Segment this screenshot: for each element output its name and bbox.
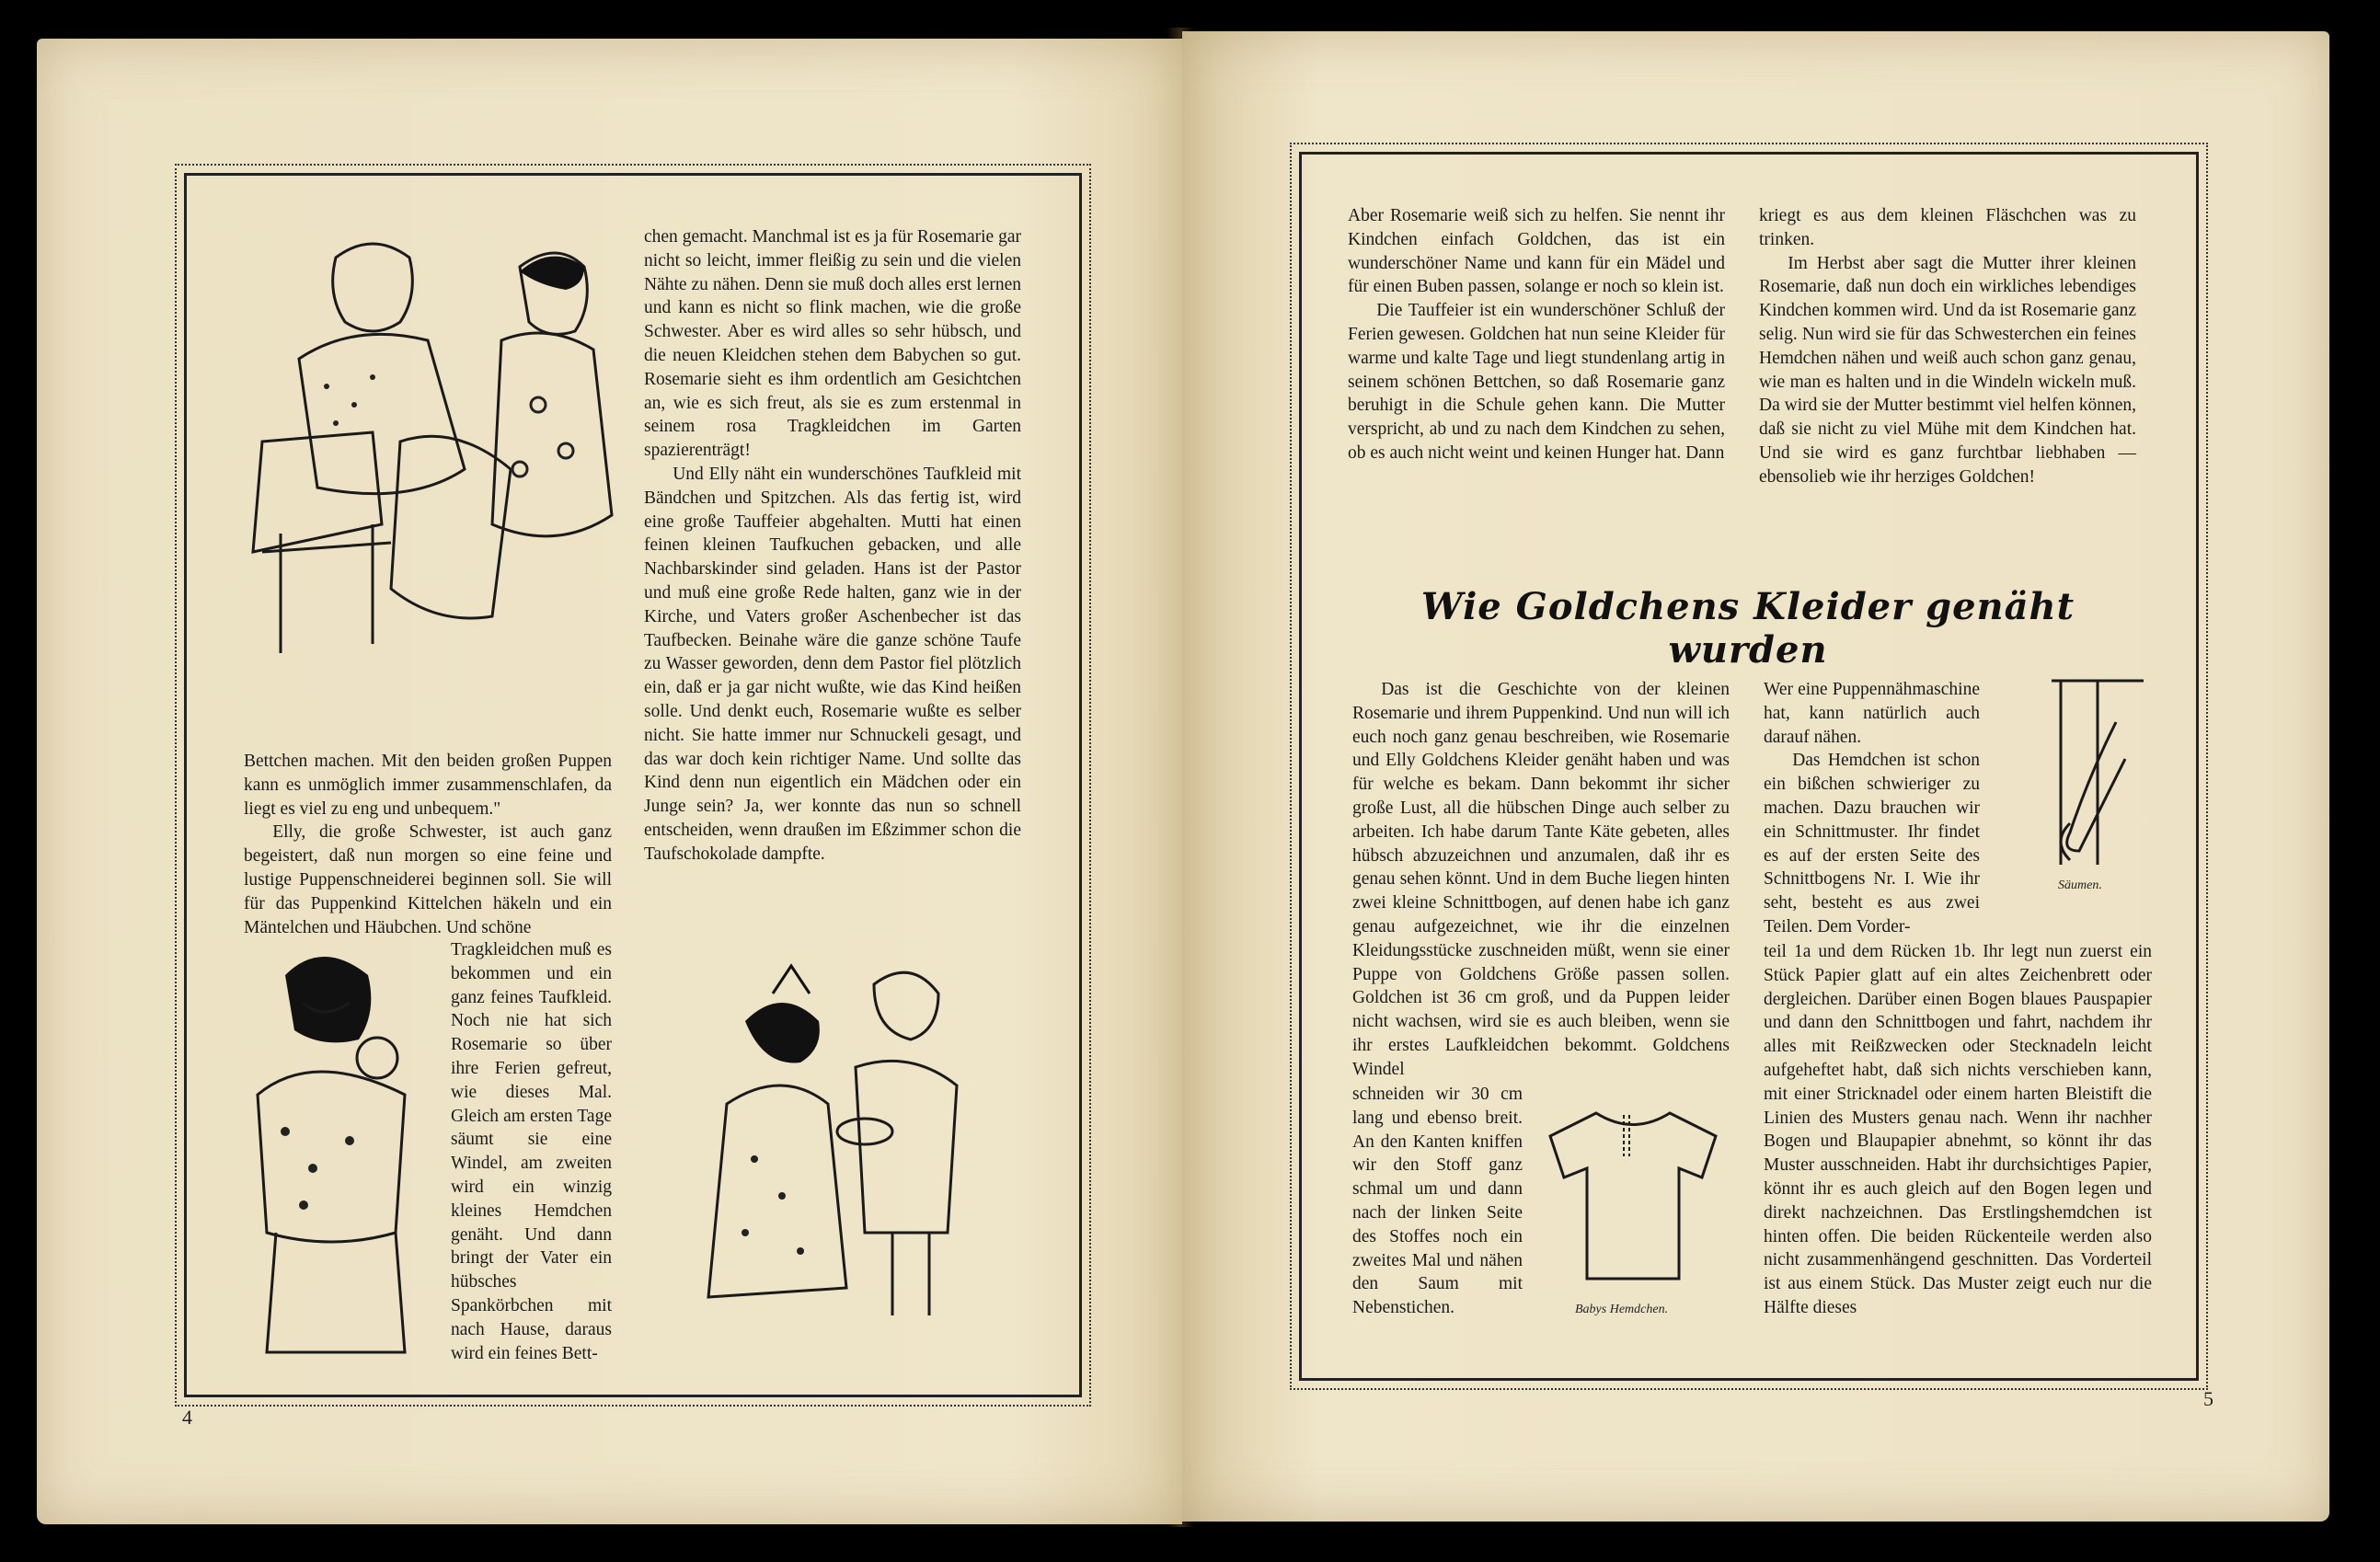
right-top-column-1	[1348, 204, 1725, 465]
left-column-right	[644, 225, 1021, 867]
paragraph: Tragkleidchen muß es bekommen und ein ganz feines Taufkleid. Noch nie hat sich Rosemarie so über ihre Ferien gefreut, wie dieses Mal. Gleich am ersten Tage säumt sie eine Windel, am zweiten wird ein winzig kleines Hemdchen genäht. Und dann bringt der Vater ein hübsches Spankörbchen mit nach Hause, daraus wird ein feines Bett-	[451, 940, 612, 1363]
right-bottom-column-1-narrow	[1352, 1083, 1523, 1320]
paragraph: Aber Rosemarie weiß sich zu helfen. Sie nennt ihr Kindchen einfach Goldchen, das ist ein wunderschöner Name und kann für ein Mädel und für einen Buben passen, solange er noch so klein ist.	[1348, 206, 1725, 297]
paragraph: chen gemacht. Manchmal ist es ja für Rosemarie gar nicht so leicht, immer fleißig zu sein und die vielen Nähte zu nähen. Denn sie muß doch alles erst lernen und kann es nicht so flink machen, wie die große Schwester. Aber es wird alles so sehr hübsch, und die neuen Kleidchen stehen dem Babychen so gut. Rosemarie sieht es ihm ordentlich am Gesichtchen an, wie es sich freut, als sie es zum erstenmal in seinem rosa Tragkleidchen im Garten spazierenträgt!	[644, 227, 1021, 461]
section-heading: Wie Goldchens Kleider genäht wurden	[1420, 585, 2075, 672]
right-bottom-column-1	[1352, 678, 1730, 1082]
paragraph: Wer eine Puppennähmaschine hat, kann natürlich auch darauf nähen.	[1764, 680, 1980, 747]
paragraph: Elly, die große Schwester, ist auch ganz begeistert, daß nun morgen so eine feine und lustige Puppenschneiderei beginnen soll. Sie will für das Puppenkind Kittelchen häkeln und ein Mäntelchen und Häubchen. Und schöne	[244, 822, 612, 937]
right-bottom-column-2-narrow	[1764, 678, 1980, 939]
paragraph: Und Elly näht ein wunderschönes Taufkleid mit Bändchen und Spitzchen. Als das fertig ist, wird eine große Tauffeier abgehalten. Mutti hat einen feinen kleinen Taufkuchen gebacken, und alle Nachbarskinder sind geladen. Hans ist der Pastor und muß eine große Rede halten, ganz wie in der Kirche, und Vaters großer Aschenbecher ist das Taufbecken. Beinahe wäre die ganze schöne Taufe zu Wasser geworden, denn dem Pastor fiel plötzlich ein, daß er ja gar nicht wußte, wie das Kind heißen solle. Und denkt euch, Rosemarie wußte es selber nicht. Sie hatte immer nur Schnuckeli gesagt, und das war doch kein richtiger Name. Und sollte das Kind denn nun eigentlich ein Mädchen oder ein Junge sein? Ja, wer konnte das nun so schnell entscheiden, wenn draußen im Eßzimmer schon die Taufschokolade dampfte.	[644, 464, 1021, 864]
paragraph: Das Hemdchen ist schon ein bißchen schwieriger zu machen. Dazu brauchen wir ein Schnittmuster. Ihr findet es auf der ersten Seite des Schnittbogens Nr. I. Wie ihr seht, besteht es aus zwei Teilen. Dem Vorder-	[1764, 751, 1980, 936]
paragraph: schneiden wir 30 cm lang und ebenso breit. An den Kanten kniffen wir den Stoff ganz schmal um und dann nach der linken Seite des Stoffes noch ein zweites Mal und nähen den Saum mit Nebenstichen.	[1352, 1085, 1523, 1318]
paragraph: Im Herbst aber sagt die Mutter ihrer kleinen Rosemarie, daß nun doch ein wirkliches lebendiges Kindchen kommen wird. Und da ist Rosemarie ganz selig. Nun wird sie für das Schwesterchen ein feines Hemdchen nähen und weiß auch schon ganz genau, wie man es halten und in die Windeln wickeln muß. Da wird sie der Mutter bestimmt viel helfen können, daß sie nicht zu viel Mühe mit dem Kindchen hat. Und sie wird es ganz furchtbar liebhaben — ebensolieb wie ihr herziges Goldchen!	[1759, 253, 2136, 487]
paragraph: kriegt es aus dem kleinen Fläschchen was zu trinken.	[1759, 206, 2136, 249]
left-column-narrow	[451, 938, 612, 1365]
paragraph: teil 1a und dem Rücken 1b. Ihr legt nun zuerst ein Stück Papier glatt auf ein altes Zeichenbrett oder dergleichen. Darüber einen Bogen blaues Pauspapier und dann den Schnittbogen und fahrt, nachdem ihr alles mit Reißzwecken oder Stecknadeln leicht aufgeheftet habt, daß sich nichts verschieben kann, mit einer Stricknadel oder einem harten Bleistift die Linien des Musters genau nach. Wenn ihr nachher Bogen und Blaupapier abnehmt, so könnt ihr das Muster ausschneiden. Habt ihr durchsichtiges Papier, könnt ihr es auch gleich auf den Bogen legen und direkt nachzeichnen. Das Erstlingshemdchen ist hinten offen. Die beiden Rückenteile werden also nicht zusammenhängend geschnitten. Das Vorderteil ist aus einem Stück. Das Muster zeigt euch nur die Hälfte dieses	[1764, 942, 2152, 1317]
caption-hemming: Säumen.	[2058, 879, 2102, 892]
paragraph: Bettchen machen. Mit den beiden großen Puppen kann es unmöglich immer zusammenschlafen, da liegt es viel zu eng und unbequem."	[244, 752, 612, 819]
illustration-mother-with-baby	[248, 948, 432, 1371]
illustration-baptism-girl-and-boy	[690, 957, 1003, 1325]
right-top-column-2	[1759, 204, 2136, 489]
right-bottom-column-2	[1764, 940, 2152, 1320]
paragraph: Die Tauffeier ist ein wunderschöner Schluß der Ferien gewesen. Goldchen hat nun seine Kleider für warme und kalte Tage und liegt stundenlang artig in seinem schönen Bettchen, so daß Rosemarie ganz beruhigt in die Schule gehen kann. Die Mutter verspricht, ab und zu nach dem Kindchen zu sehen, ob es auch nicht weint und keinen Hunger hat. Dann	[1348, 301, 1725, 463]
page-number-right: 5	[2203, 1387, 2213, 1410]
paragraph: Das ist die Geschichte von der kleinen Rosemarie und ihrem Puppenkind. Und nun will ich euch noch ganz genau beschreiben, wie Rosemarie und Elly Goldchens Kleider genäht haben und was für welche es bekam. Dann bekommt ihr sicher große Lust, all die hübschen Dinge auch selber zu arbeiten. Ich habe darum Tante Käte gebeten, alles hübsch abzuzeichnen und anzumalen, daß ihr es genau sehen könnt. Und in dem Buche liegen hinten zwei kleine Schnittbogen, auf denen habe ich ganz genau aufgezeichnet, wie ihr die einzelnen Kleidungsstücke zuschneiden müßt, wenn sie einer Puppe von Goldchens Größe passen sollen. Goldchen ist 36 cm groß, und da Puppen leider nicht wachsen, wird sie es auch bleiben, wenn sie ihr erstes Laufkleidchen bekommt. Goldchens Windel	[1352, 680, 1730, 1079]
left-column-left	[244, 750, 612, 939]
illustration-two-girls-sewing	[244, 221, 630, 681]
caption-baby-shirt: Babys Hemdchen.	[1575, 1303, 1669, 1316]
illustration-baby-shirt	[1541, 1104, 1725, 1297]
illustration-hemming	[2042, 676, 2153, 879]
page-number-left: 4	[182, 1406, 192, 1429]
